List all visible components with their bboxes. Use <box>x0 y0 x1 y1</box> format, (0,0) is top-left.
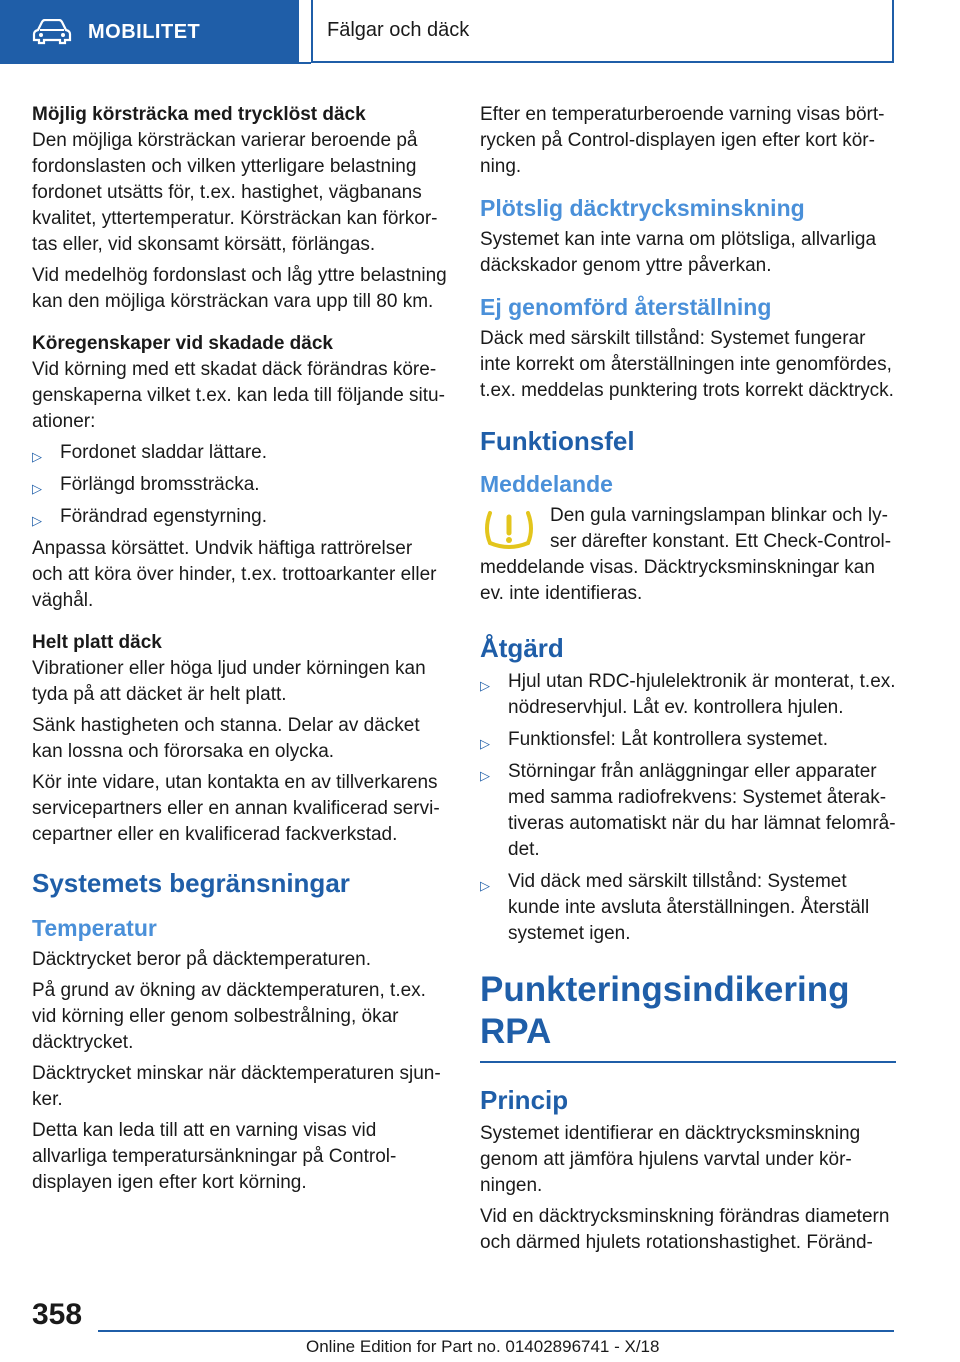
paragraph: Vid medelhög fordonslast och låg yttre belastning kan den möjliga körsträckan vara upp till 80 km. <box>32 265 447 312</box>
chapter-title: Fälgar och däck <box>311 0 894 63</box>
list-item <box>32 440 448 466</box>
heading-message: Meddelande <box>480 471 613 497</box>
action-list <box>480 669 896 947</box>
subheading-flat-tire: Helt platt däck <box>32 632 162 653</box>
paragraph: Däck med särskilt tillstånd: Systemet fungerar inte korrekt om återställningen inte genomfördes, t.ex. meddelas punktering trots korrekt däcktryck. <box>480 328 894 401</box>
list-item-text: Förändrad egenstyrning. <box>60 506 268 527</box>
paragraph: Anpassa körsättet. Undvik häftiga rattrörelser och att köra över hinder, t.ex. trottoarkanter eller väghål. <box>32 538 437 611</box>
heading-temperature: Temperatur <box>32 915 157 941</box>
subheading-range: Möjlig körsträcka med trycklöst däck <box>32 104 366 125</box>
page-number: 358 <box>32 1298 83 1331</box>
bullet-triangle-icon: ▷ <box>32 513 42 528</box>
edition-text: Online Edition for Part no. 01402896741 - X/18 <box>306 1337 660 1356</box>
section-title: MOBILITET <box>88 20 201 43</box>
page-header <box>0 0 960 68</box>
list-item-text: Fordonet sladdar lättare. <box>60 442 268 463</box>
left-column <box>32 102 448 1201</box>
paragraph: Sänk hastigheten och stanna. Delar av däcket kan lossna och förorsaka en olycka. <box>32 715 420 762</box>
bullet-triangle-icon: ▷ <box>32 481 42 496</box>
bullet-triangle-icon: ▷ <box>480 736 490 751</box>
paragraph: Den gula varningslampan blinkar och lyser därefter konstant. Ett Check-Control-meddelande visas. Däcktrycksminskningar kan ev. inte identifieras. <box>480 505 892 604</box>
bullet-triangle-icon: ▷ <box>480 768 490 783</box>
paragraph: Systemet kan inte varna om plötsliga, allvarliga däckskador genom yttre påverkan. <box>480 229 877 276</box>
list-item-text: Störningar från anläggningar eller apparater med samma radiofrekvens: Systemet återaktiveras automatiskt när du har lämnat felområdet. <box>508 761 896 860</box>
heading-principle: Princip <box>480 1085 569 1115</box>
header-divider <box>299 62 311 64</box>
list-item-text: Förlängd bromssträcka. <box>60 474 260 495</box>
subheading-handling: Köregenskaper vid skadade däck <box>32 333 333 354</box>
list-item <box>480 727 896 753</box>
list-item <box>480 759 896 863</box>
paragraph: Däcktrycket beror på däcktemperaturen. <box>32 949 371 970</box>
heading-reset-not-done: Ej genomförd återställning <box>480 294 772 320</box>
car-icon <box>32 19 72 45</box>
heading-sudden-pressure-loss: Plötslig däcktrycksminskning <box>480 195 805 221</box>
bullet-triangle-icon: ▷ <box>32 449 42 464</box>
list-item-text: Vid däck med särskilt tillstånd: Systemet kunde inte avsluta återställningen. Återställ systemet igen. <box>508 871 870 944</box>
heading-action: Åtgärd <box>480 633 564 663</box>
paragraph: Vid körning med ett skadat däck förändras köregenskaperna vilket t.ex. kan leda till följande situationer: <box>32 359 445 432</box>
bullet-triangle-icon: ▷ <box>480 878 490 893</box>
list-item <box>480 869 896 947</box>
heading-malfunction: Funktionsfel <box>480 426 635 456</box>
heading-rpa: Punkteringsindikering RPA <box>480 969 896 1063</box>
heading-system-limits: Systemets begränsningar <box>32 868 350 898</box>
paragraph: Efter en temperaturberoende varning visas börtrycken på Control-displayen igen efter kort körning. <box>480 104 885 177</box>
handling-list <box>32 440 448 530</box>
right-column <box>480 102 896 1261</box>
paragraph: Kör inte vidare, utan kontakta en av tillverkarens servicepartners eller en annan kvalificerad servicepartner eller en kvalificerad fackverkstad. <box>32 772 440 845</box>
paragraph: Vibrationer eller höga ljud under körningen kan tyda på att däcket är helt platt. <box>32 658 426 705</box>
paragraph: Däcktrycket minskar när däcktemperaturen sjunker. <box>32 1063 441 1110</box>
bullet-triangle-icon: ▷ <box>480 678 490 693</box>
paragraph: Systemet identifierar en däcktrycksminskning genom att jämföra hjulens varvtal under körningen. <box>480 1123 861 1196</box>
list-item-text: Funktionsfel: Låt kontrollera systemet. <box>508 729 828 750</box>
section-tab <box>0 0 299 64</box>
message-block <box>480 503 896 607</box>
paragraph: Den möjliga körsträckan varierar beroende på fordonslasten och vilken ytterligare belastning fordonet utsätts för, t.ex. hastighet, vägbanans kvalitet, yttertemperatur. Körsträckan kan förkortas eller, vid skonsamt körsätt, förlängas. <box>32 130 438 255</box>
paragraph: På grund av ökning av däcktemperaturen, t.ex. vid körning eller genom solbestrålning, ökar däcktrycket. <box>32 980 426 1053</box>
paragraph: Vid en däcktrycksminskning förändras diametern och därmed hjulets rotationshastighet. Föränd- <box>480 1206 890 1253</box>
list-item <box>480 669 896 721</box>
footer-divider <box>98 1330 894 1332</box>
list-item-text: Hjul utan RDC-hjulelektronik är monterat, t.ex. nödreservhjul. Låt ev. kontrollera hjulen. <box>508 671 896 718</box>
tire-pressure-warning-icon <box>482 509 536 555</box>
paragraph: Detta kan leda till att en varning visas vid allvarliga temperatursänkningar på Control-displayen igen efter kort körning. <box>32 1120 397 1193</box>
list-item <box>32 504 448 530</box>
list-item <box>32 472 448 498</box>
